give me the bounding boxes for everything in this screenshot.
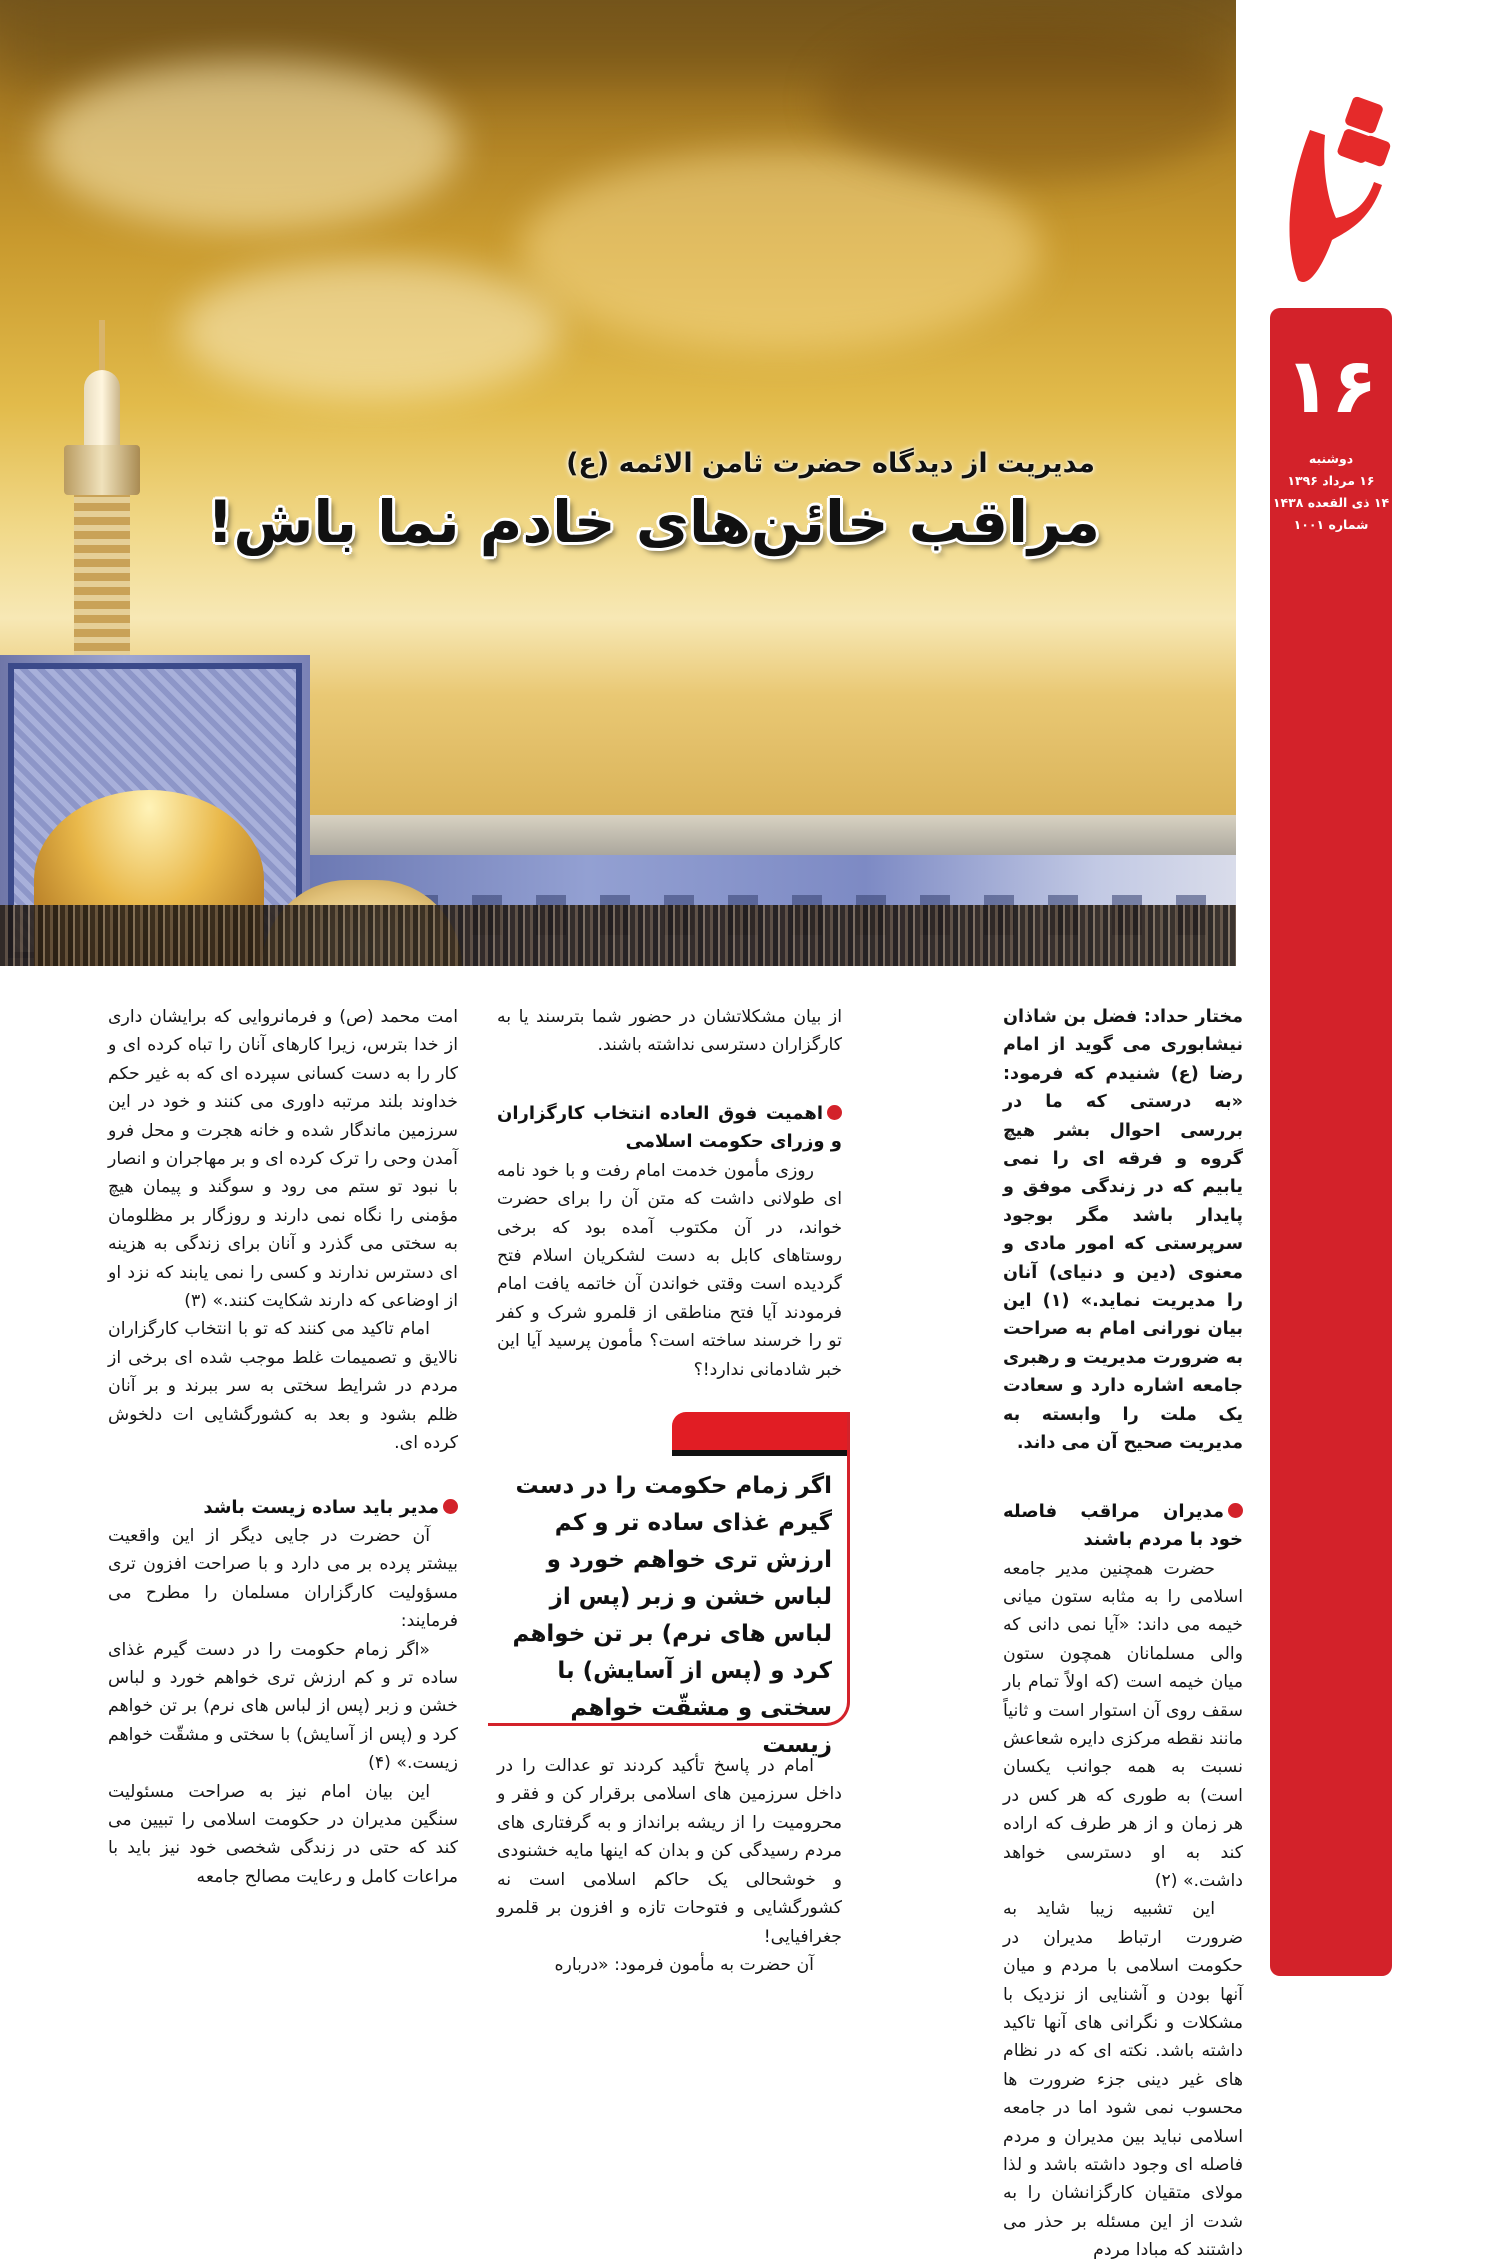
subheading-text: اهمیت فوق العاده انتخاب کارگزاران و وزرای حکومت اسلامی xyxy=(497,1102,842,1153)
bullet-icon xyxy=(827,1105,842,1120)
cloud xyxy=(520,150,1040,350)
quote-border xyxy=(847,1412,850,1702)
cloud xyxy=(40,60,460,230)
paragraph: «اگر زمام حکومت را در دست گیرم غذای ساده تر و کم ارزش تری خواهم خورد و لباس خشن و زبر (پس از لباس های نرم) بر تن خواهم کرد و (پس از آسایش) با سختی و مشقّت خواهم زیست.» (۴) xyxy=(108,1639,458,1774)
solar-date: ۱۶ مرداد ۱۳۹۶ xyxy=(1287,473,1375,488)
minaret xyxy=(62,320,142,660)
publication-logo xyxy=(1270,90,1395,290)
quote-tab xyxy=(672,1412,848,1450)
quote-bar xyxy=(672,1450,848,1456)
issue-meta xyxy=(1270,448,1392,536)
subheading-text: مدیران مراقب فاصله خود با مردم باشند xyxy=(1003,1500,1243,1550)
lunar-date: ۱۴ ذی القعده ۱۴۳۸ xyxy=(1272,495,1390,510)
subheading xyxy=(1003,1498,1243,1555)
paragraph: آن حضرت در جایی دیگر از این واقعیت بیشتر پرده بر می دارد و با صراحت افزون تری مسؤولیت کارگزاران مسلمان را مطرح می فرمایند: xyxy=(108,1526,458,1632)
paragraph: آن حضرت به مأمون فرمود: «درباره xyxy=(554,1954,814,1975)
logo-dot xyxy=(1344,95,1384,134)
cloud xyxy=(820,20,1236,180)
paragraph: این بیان امام نیز به صراحت مسئولیت سنگین مدیران در حکومت اسلامی را تبیین می کند که حتی در زندگی شخصی خود نیز باید با مراعات کامل و رعایت مصالح جامعه xyxy=(108,1781,458,1887)
subheading-text: مدیر باید ساده زیست باشد xyxy=(203,1496,439,1518)
subheading xyxy=(497,1100,842,1157)
rooftops xyxy=(310,815,1236,857)
bullet-icon xyxy=(1228,1503,1243,1518)
paragraph: حضرت همچنین مدیر جامعه اسلامی را به مثابه ستون میانی خیمه می داند: «آیا نمی دانی که والی مسلمانان همچون ستون میان خیمه است (که اولاً تمام بار سقف روی آن استوار است و ثانیاً مانند نقطه مرکزی دایره شعاعش نسبت به همه جوانب یکسان است) به طوری که هر کس در هر زمان و از هر طرف که اراده کند به او دسترسی خواهد داشت.» (۲) xyxy=(1003,1558,1243,1891)
paragraph: امام تاکید می کنند که تو با انتخاب کارگزاران نالایق و تصمیمات غلط موجب شده ای برخی از مردم در شرایط سختی به سر ببرند و بر آنان ظلم بشود و بعد به کشورگشایی ات دلخوش کرده ای. xyxy=(108,1319,458,1454)
paragraph: روزی مأمون خدمت امام رفت و با خود نامه ای طولانی داشت که متن آن را برای حضرت خواند، در آن مکتوب آمده بود که برخی روستاهای کابل به دست لشکریان اسلام فتح گردیده است وقتی خواندن آن خاتمه یافت امام فرمودند آیا فتح مناطقی از قلمرو شرک و کفر تو را خرسند ساخته است؟ مأمون پرسید آیا این خبر شادمانی ندارد!؟ xyxy=(497,1160,842,1380)
pull-quote xyxy=(488,1412,850,1758)
paragraph: از بیان مشکلاتشان در حضور شما بترسند یا به کارگزاران دسترسی نداشته باشند. xyxy=(497,1007,842,1056)
weekday: دوشنبه xyxy=(1308,451,1354,466)
page-number: ۱۶ xyxy=(1284,341,1378,430)
subheading xyxy=(108,1494,458,1523)
article-column-1 xyxy=(1003,1003,1243,2265)
paragraph: امام در پاسخ تأکید کردند تو عدالت را در داخل سرزمین های اسلامی برقرار کن و فقر و محرومیت را از ریشه برانداز و به گرفتاری های مردم رسیدگی کن و بدان که اینها مایه خشنودی و خوشحالی یک حاکم اسلامی است نه کشورگشایی و فتوحات تازه و افزون بر قلمرو جغرافیایی! xyxy=(497,1756,842,1947)
article-headline: مراقب خائن‌های خادم نما باش! xyxy=(206,488,1100,556)
pull-quote-text: اگر زمام حکومت را در دست گیرم غذای ساده تر و کم ارزش تری خواهم خورد و لباس خشن و زبر (پس از لباس های نرم) بر تن خواهم کرد و (پس از آسایش) با سختی و مشقّت خواهم زیست xyxy=(512,1473,832,1758)
hero-photo xyxy=(0,0,1236,966)
cloud xyxy=(180,260,560,400)
paragraph: این تشبیه زیبا شاید به ضرورت ارتباط مدیران در حکومت اسلامی با مردم و میان آنها بودن و آشنایی از نزدیک با مشکلات و نگرانی های آنها تاکید داشته باشد. نکته ای که در نظام های غیر دینی جزء ضرورت ها محسوب نمی شود اما در جامعه اسلامی نباید بین مدیران و مردم فاصله ای وجود داشته باشد و لذا مولای متقیان کارگزانشان را به شدت از این مسئله بر حذر می داشتند که مبادا مردم xyxy=(1003,1899,1243,2261)
paragraph: امت محمد (ص) و فرمانروایی که برایشان داری از خدا بترس، زیرا کارهای آنان را تباه کرده ای و کار را به دست کسانی سپرده ای که به غیر حکم خداوند بلند مرتبه داوری می کنند و خود در این سرزمین ماندگار شده و خانه هجرت و محل فرو آمدن وحی را ترک کرده ای و بر مهاجران و انصار با نبود تو ستم می رود و سوگند و پیمان هیچ مؤمنی را نگاه نمی دارند و روزگار بر مظلومان به سختی می گذرد و آنان برای زندگی به هزینه ای دسترس ندارند و کسی را نمی یابند که نزد او از اوضاعی که دارند شکایت کنند.» (۳) xyxy=(108,1007,458,1312)
pilgrim-crowd xyxy=(0,905,1236,966)
article-kicker: مدیریت از دیدگاه حضرت ثامن الائمه (ع) xyxy=(566,448,1095,479)
issue-number: شماره ۱۰۰۱ xyxy=(1293,517,1369,532)
bullet-icon xyxy=(443,1499,458,1514)
article-column-3 xyxy=(108,1003,458,1891)
issue-info-panel xyxy=(1270,308,1392,1976)
lead-paragraph: مختار حداد: فضل بن شاذان نیشابوری می گوید از امام رضا (ع) شنیدم که فرمود: «به درستی که ما در بررسی احوال بشر هیچ گروه و فرقه ای را نمی یابیم که در زندگی موفق و پایدار باشد مگر بوجود سرپرستی که امور مادی و معنوی (دین و دنیای) آنان را مدیریت نماید.» (۱) این بیان نورانی امام به صراحت به ضرورت مدیریت و رهبری جامعه اشاره دارد و سعادت یک ملت را وابسته به مدیریت صحیح آن می داند. xyxy=(1003,1007,1243,1454)
